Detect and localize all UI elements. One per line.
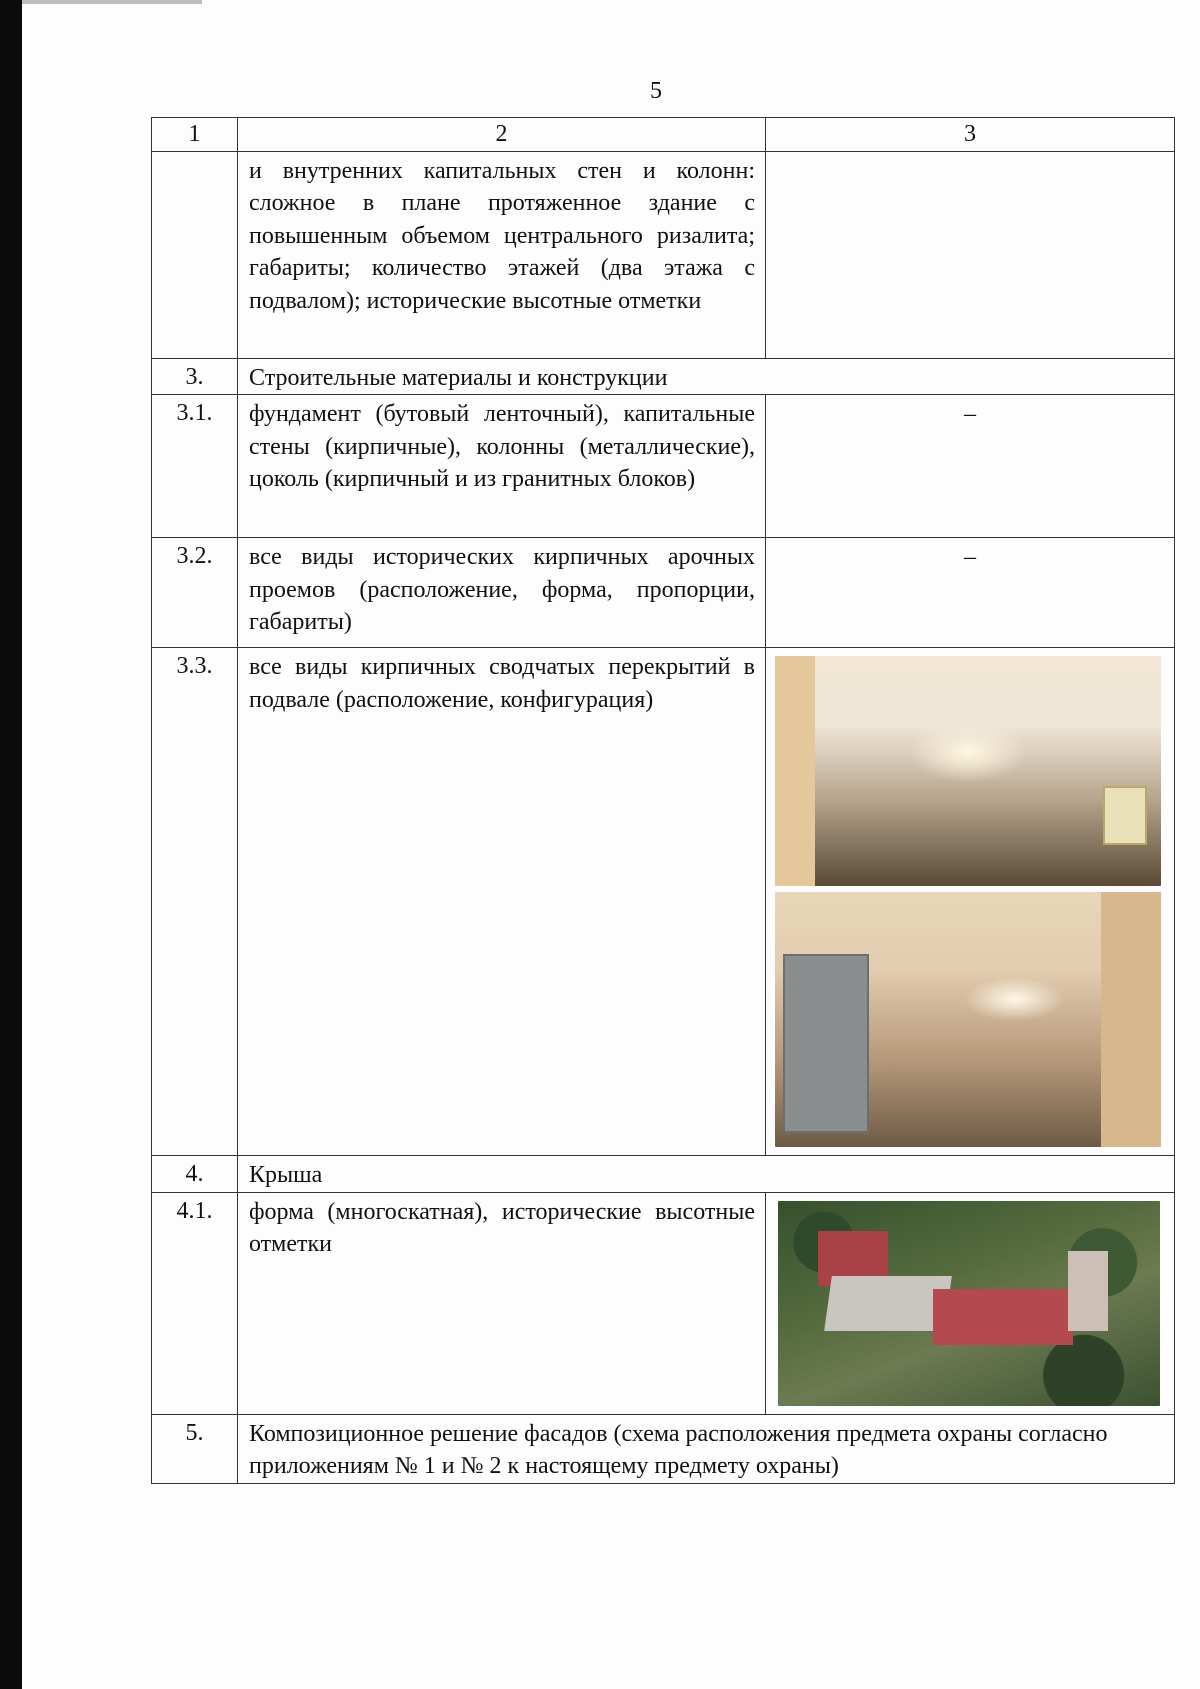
table-header-row: [152, 118, 1175, 152]
table-row-section: [152, 1156, 1175, 1193]
table-row: [152, 151, 1175, 358]
basement-corridor-photo-1: [775, 656, 1161, 886]
row-number: 4.: [152, 1156, 238, 1193]
row-number: 3.3.: [152, 648, 238, 1156]
header-col-1: 1: [152, 118, 238, 152]
scan-top-mark: [22, 0, 202, 4]
table-row: [152, 648, 1175, 1156]
row-illustration: [766, 1192, 1175, 1414]
header-col-3: 3: [766, 118, 1175, 152]
row-description: фундамент (бутовый ленточный), капитальные стены (кирпичные), колонны (металлические), цоколь (кирпичный и из гранитных блоков): [238, 395, 766, 538]
section-title: Композиционное решение фасадов (схема расположения предмета охраны согласно приложениям № 1 и № 2 к настоящему предмету охраны): [238, 1414, 1175, 1483]
row-description: форма (многоскатная), исторические высотные отметки: [238, 1192, 766, 1414]
table-row: [152, 538, 1175, 648]
row-illustration: [766, 151, 1175, 358]
row-description: все виды кирпичных сводчатых перекрытий в подвале (расположение, конфигурация): [238, 648, 766, 1156]
row-number: 3.: [152, 358, 238, 395]
basement-corridor-photo-2: [775, 892, 1161, 1147]
row-number: [152, 151, 238, 358]
row-description: и внутренних капитальных стен и колонн: сложное в плане протяженное здание с повышенным объемом центрального ризалита; габариты; количество этажей (два этажа с подвалом); исторические высотные отметки: [238, 151, 766, 358]
protection-subject-table: [151, 117, 1175, 1484]
aerial-roof-photo: [778, 1201, 1160, 1406]
table-row-section: [152, 358, 1175, 395]
row-number: 4.1.: [152, 1192, 238, 1414]
row-number: 5.: [152, 1414, 238, 1483]
section-title: Строительные материалы и конструкции: [238, 358, 1175, 395]
row-description: все виды исторических кирпичных арочных проемов (расположение, форма, пропорции, габариты): [238, 538, 766, 648]
row-illustration: –: [766, 395, 1175, 538]
row-illustration: –: [766, 538, 1175, 648]
row-number: 3.2.: [152, 538, 238, 648]
table-row: [152, 1192, 1175, 1414]
row-illustration: [766, 648, 1175, 1156]
page-number: 5: [650, 78, 662, 104]
table-row-section: [152, 1414, 1175, 1483]
scan-edge: [0, 0, 22, 1689]
row-number: 3.1.: [152, 395, 238, 538]
header-col-2: 2: [238, 118, 766, 152]
section-title: Крыша: [238, 1156, 1175, 1193]
table-row: [152, 395, 1175, 538]
